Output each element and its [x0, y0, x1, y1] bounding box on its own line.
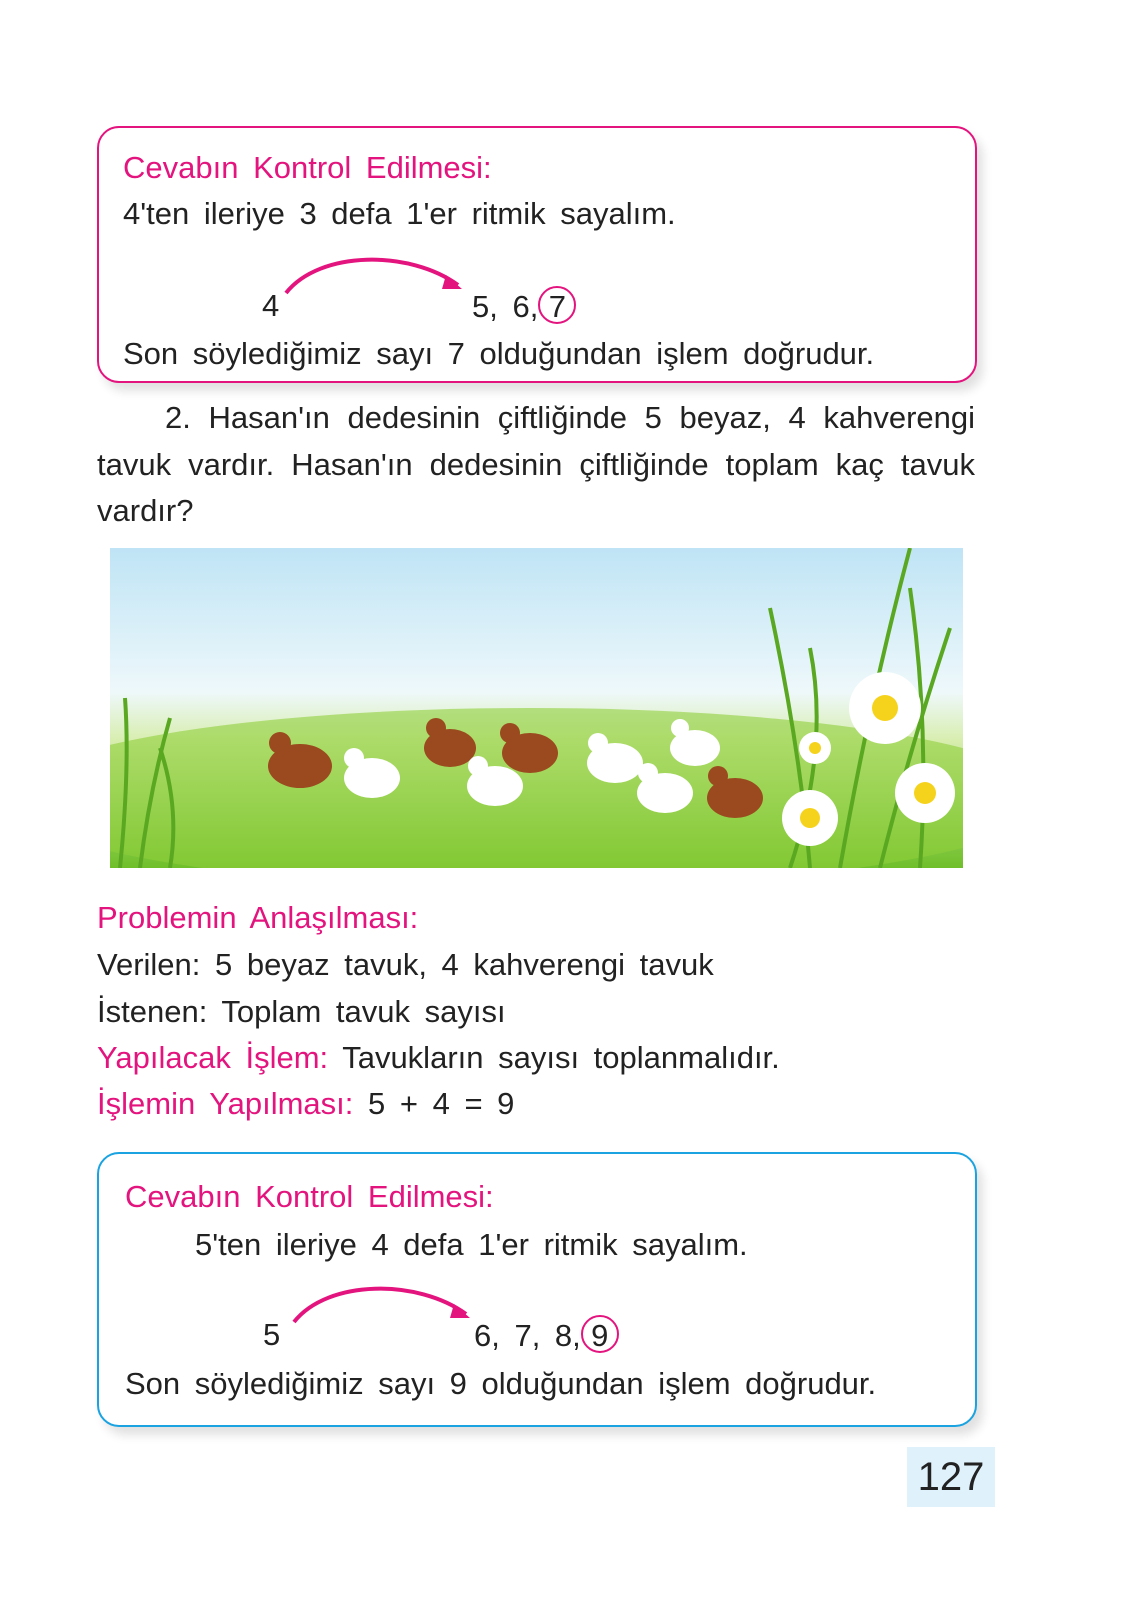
arrow-icon — [280, 255, 470, 300]
problem-line-1: 2. Hasan'ın dedesinin çiftliğinde 5 beyaz, 4 kahverengi — [165, 400, 975, 435]
check1-instruction: 4'ten ileriye 3 defa 1'er ritmik sayalım. — [123, 196, 676, 231]
arrow-icon — [288, 1284, 478, 1329]
answer-circle: 9 — [581, 1315, 619, 1353]
solution-label: İşlemin Yapılması: — [97, 1086, 354, 1121]
answer-circle: 7 — [538, 286, 576, 324]
given-value: 5 beyaz tavuk, 4 kahverengi tavuk — [215, 947, 714, 982]
problem-line-2: tavuk vardır. Hasan'ın dedesinin çiftliğinde toplam kaç tavuk — [97, 447, 975, 482]
problem-line-3: vardır? — [97, 493, 194, 528]
check2-sequence — [474, 1315, 619, 1356]
sequence-text: 6, 7, 8, — [474, 1318, 581, 1353]
asked-value: Toplam tavuk sayısı — [221, 994, 506, 1029]
asked-label: İstenen: — [97, 994, 208, 1029]
understanding-title: Problemin Anlaşılması: — [97, 900, 419, 935]
chicken-farm-illustration — [110, 548, 963, 868]
solution-value: 5 + 4 = 9 — [368, 1086, 515, 1121]
check1-start: 4 — [262, 288, 280, 323]
operation-label: Yapılacak İşlem: — [97, 1040, 329, 1075]
check1-conclusion: Son söylediğimiz sayı 7 olduğundan işlem doğrudur. — [123, 336, 875, 371]
check2-title: Cevabın Kontrol Edilmesi: — [125, 1179, 494, 1214]
asked-row — [97, 992, 506, 1032]
check2-start: 5 — [263, 1317, 281, 1352]
operation-row — [97, 1038, 780, 1078]
check1-sequence — [472, 286, 576, 327]
given-row — [97, 945, 714, 985]
operation-value: Tavukların sayısı toplanmalıdır. — [342, 1040, 780, 1075]
given-label: Verilen: — [97, 947, 201, 982]
solution-row — [97, 1084, 514, 1124]
check1-title: Cevabın Kontrol Edilmesi: — [123, 150, 492, 185]
sequence-text: 5, 6, — [472, 289, 539, 324]
page-number: 127 — [907, 1447, 995, 1507]
check2-instruction: 5'ten ileriye 4 defa 1'er ritmik sayalım. — [195, 1227, 748, 1262]
check2-conclusion: Son söylediğimiz sayı 9 olduğundan işlem doğrudur. — [125, 1366, 877, 1401]
